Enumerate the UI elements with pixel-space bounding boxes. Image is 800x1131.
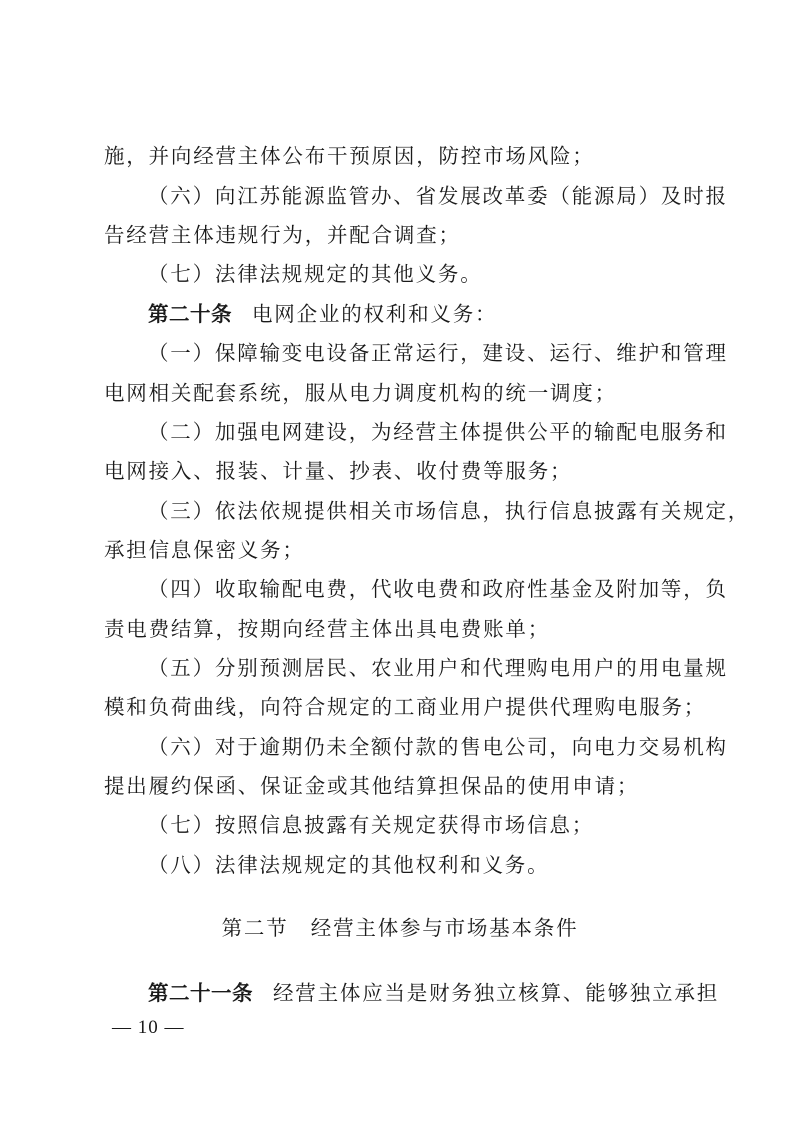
article-line (148, 301, 700, 327)
text-line: 告经营主体违规行为，并配合调查； (104, 223, 461, 247)
text-line: 责电费结算，按期向经营主体出具电费账单； (104, 617, 550, 641)
text-line: 电网相关配套系统，服从电力调度机构的统一调度； (104, 381, 617, 405)
article-text: 电网企业的权利和义务： (252, 302, 498, 326)
article-text: 经营主体应当是财务独立核算、能够独立承担 (273, 981, 719, 1005)
text-line: 承担信息保密义务； (104, 538, 305, 562)
text-line: （二）加强电网建设，为经营主体提供公平的输配电服务和 (148, 420, 728, 444)
text-line: （四）收取输配电费，代收电费和政府性基金及附加等，负 (148, 577, 728, 601)
text-line: 模和负荷曲线，向符合规定的工商业用户提供代理购电服务； (104, 695, 707, 719)
text-line: （六）向江苏能源监管办、省发展改革委（能源局）及时报 (148, 184, 728, 208)
text-line: （三）依法依规提供相关市场信息，执行信息披露有关规定， (148, 499, 751, 523)
text-line: （一）保障输变电设备正常运行，建设、运行、维护和管理 (148, 341, 728, 365)
article-label: 第二十条 (148, 302, 232, 326)
text-line: 施，并向经营主体公布干预原因，防控市场风险； (104, 144, 595, 168)
text-line: 电网接入、报装、计量、抄表、收付费等服务； (104, 459, 573, 483)
text-line: （六）对于逾期仍未全额付款的售电公司，向电力交易机构 (148, 735, 728, 759)
article-label: 第二十一条 (148, 981, 253, 1005)
section-heading: 第二节 经营主体参与市场基本条件 (221, 916, 579, 940)
text-line: 提出履约保函、保证金或其他结算担保品的使用申请； (104, 774, 640, 798)
text-line: （五）分别预测居民、农业用户和代理购电用户的用电量规 (148, 656, 728, 680)
text-line: （八）法律法规规定的其他权利和义务。 (148, 853, 550, 877)
page-number: — 10 — (112, 1017, 185, 1038)
article-line (148, 980, 719, 1006)
text-line: （七）按照信息披露有关规定获得市场信息； (148, 813, 594, 837)
text-line: （七）法律法规规定的其他义务。 (148, 262, 483, 286)
